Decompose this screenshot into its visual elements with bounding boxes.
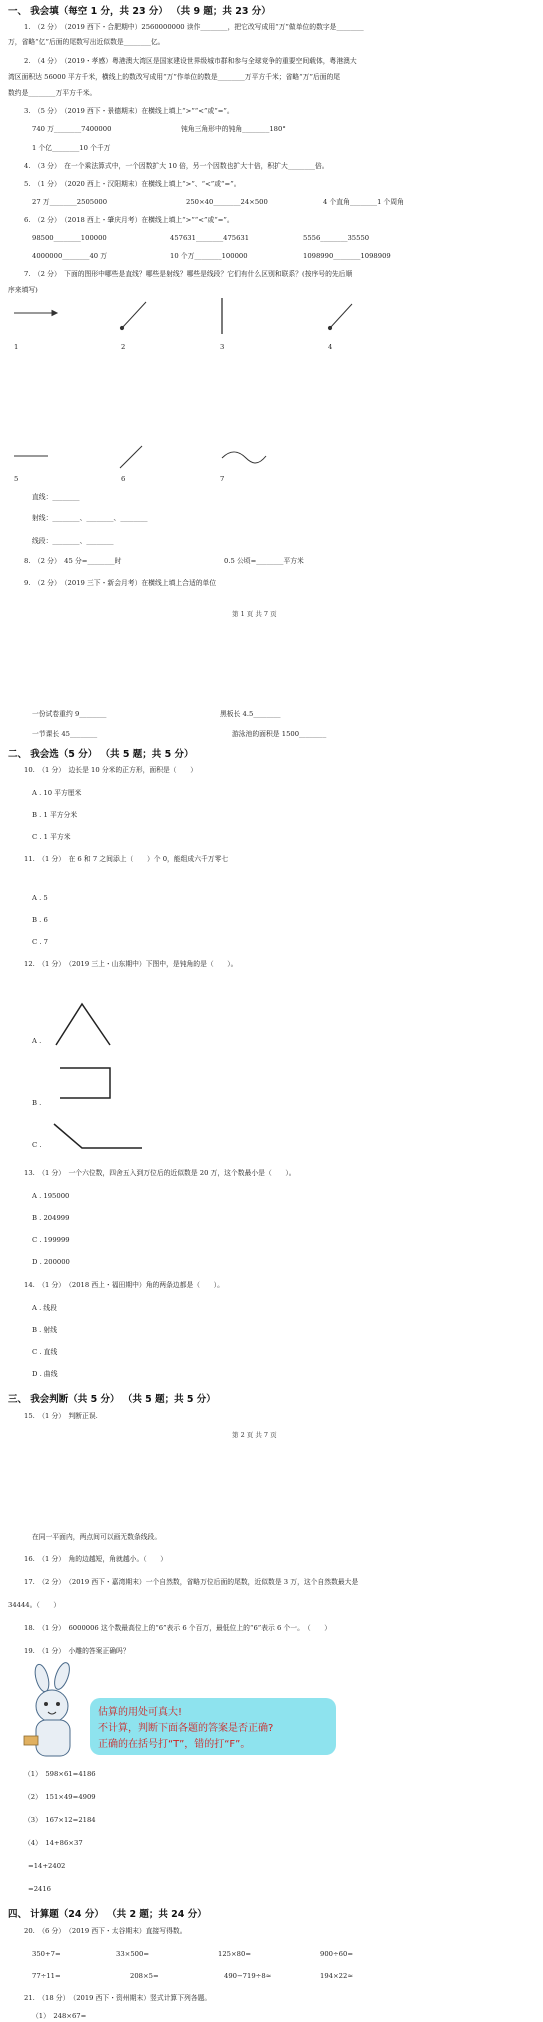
section-1-heading: 一、 我会填（每空 1 分，共 23 分） （共 9 题；共 23 分） [8,6,271,17]
q20-item-6: 208×5= [130,1972,159,1980]
q6-stem: 6. （2 分） （2018 西上・肇庆月考）在横线上填上“>”“<”或“=”。 [24,216,234,224]
q11-stem: 11. （1 分） 在 6 和 7 之间添上（ ）个 0，能组成六千万零七 [24,855,229,863]
figure-label-2: 2 [121,343,126,351]
q9-item-1: 一份试卷重约 9________ [32,710,107,718]
q14-option-c: C . 直线 [32,1348,58,1356]
figure-label-1: 1 [14,343,19,351]
q13-option-c: C . 199999 [32,1236,70,1244]
q19-item-3: （3） 167×12=2184 [24,1816,96,1824]
q19-stem: 19. （1 分） 小雕的答案正确吗？ [24,1647,130,1655]
q7-line-1: 7. （2 分） 下面的图形中哪些是直线？哪些是射线？哪些是线段？它们有什么区别和联系？(按序号的先后顺 [24,270,353,278]
page-footer-1: 第 1 页 共 7 页 [232,610,277,618]
q1-line-2: 万，省略“亿”后面的尾数写出近似数是________亿。 [8,38,165,46]
q11-option-b: B . 6 [32,916,48,924]
section-3-heading: 三、 我会判断（共 5 分） （共 5 题；共 5 分） [8,1394,216,1405]
q20-item-7: 490−719÷8≈ [224,1972,272,1980]
q6-item-4: 4000000________40 万 [32,252,108,260]
q5-stem: 5. （1 分） （2020 西上・汉阳期末）在横线上填上“>”、“<”或“=”。 [24,180,241,188]
q19-step-2: =2416 [28,1885,51,1893]
q20-item-8: 194×22≈ [320,1972,354,1980]
q6-item-6: 1098990________1098909 [303,252,391,260]
q5-item-1: 27 万________2505000 [32,198,108,206]
q7-answer-line: 直线：________ [32,493,80,501]
q3-item-3: 1 个亿________10 个千万 [32,144,111,152]
q13-option-b: B . 204999 [32,1214,70,1222]
q13-option-a: A . 195000 [32,1192,70,1200]
q15-statement: 在同一平面内，两点间可以画无数条线段。 [32,1533,162,1541]
q7-answer-segment: 线段：________、________ [32,537,114,545]
q13-option-d: D . 200000 [32,1258,70,1266]
q3-stem: 3. （5 分） （2019 西下・景德期末）在横线上填上“>”“<”或“=”。 [24,107,234,115]
q17-line-1: 17. （2 分） （2019 西下・嘉湾期末）一个自然数，省略万位后面的尾数，近似数是 3 万，这个自然数最大是 [24,1578,359,1586]
q2-line-2: 湾区面积达 56000 平方千米，横线上的数改写成用“万”作单位的数是________万平方千米；省略“万”后面的尾 [8,73,341,81]
q16-stem: 16. （1 分） 角的边越短，角就越小。（ ） [24,1555,168,1563]
q4-stem: 4. （3 分） 在一个乘法算式中，一个因数扩大 10 倍，另一个因数也扩大十倍，积扩大________倍。 [24,162,329,170]
q20-item-3: 125×80= [218,1950,252,1958]
bubble-line-2: 不计算，判断下面各题的答案是否正确? [98,1723,274,1734]
page-footer-2: 第 2 页 共 7 页 [232,1431,277,1439]
section-2-heading: 二、 我会选（5 分） （共 5 题；共 5 分） [8,749,194,760]
q6-item-3: 5556________35550 [303,234,370,242]
q19-item-2: （2） 151×49=4909 [24,1793,96,1801]
q11-option-a: A . 5 [32,894,48,902]
q5-item-3: 4 个直角________1 个周角 [323,198,404,206]
figure-label-6: 6 [121,475,126,483]
q3-item-1: 740 万________7400000 [32,125,112,133]
q12-option-b: B . [32,1099,42,1107]
q7-answer-ray: 射线：________、________、________ [32,514,148,522]
q2-line-1: 2. （4 分） （2019・孝感）粤港澳大湾区是国家建设世界级城市群和参与全球竞争的重要空间载体，粤港澳大 [24,57,357,65]
q14-stem: 14. （1 分） （2018 西上・福田期中）角的两条边都是（ ）。 [24,1281,224,1289]
q10-option-b: B . 1 平方分米 [32,811,78,819]
q14-option-a: A . 线段 [32,1304,57,1312]
q8-item-1: 8. （2 分） 45 分=________时 [24,557,122,565]
q21-stem: 21. （18 分） （2019 西下・资州期末）竖式计算下列各题。 [24,1994,212,2002]
q20-item-4: 900÷60= [320,1950,354,1958]
q20-item-1: 350+7= [32,1950,61,1958]
q19-item-4: （4） 14+86×37 [24,1839,83,1847]
q9-item-4: 游泳池的面积是 1500________ [232,730,327,738]
q21-item-1: （1） 248×67= [32,2012,87,2020]
q6-item-1: 98500________100000 [32,234,107,242]
q5-item-2: 250×40________24×500 [186,198,268,206]
q19-item-1: （1） 598×61=4186 [24,1770,96,1778]
q11-option-c: C . 7 [32,938,49,946]
q12-option-c: C . [32,1141,42,1149]
q19-step-1: =14+2402 [28,1862,66,1870]
q18-stem: 18. （1 分） 6000006 这个数最高位上的“6”表示 6 个百万，最低位上的“6”表示 6 个一。 （ ） [24,1624,332,1632]
section-4-heading: 四、 计算题（24 分） （共 2 题；共 24 分） [8,1909,207,1920]
q9-item-2: 黑板长 4.5________ [220,710,281,718]
q10-option-c: C . 1 平方米 [32,833,71,841]
figure-label-5: 5 [14,475,19,483]
q7-line-2: 序来填写) [8,286,38,294]
figure-label-4: 4 [328,343,333,351]
q9-stem: 9. （2 分） （2019 三下・新会月考）在横线上填上合适的单位 [24,579,217,587]
q14-option-d: D . 曲线 [32,1370,58,1378]
q12-option-a: A . [32,1037,42,1045]
q2-line-3: 数约是________万平方千米。 [8,89,97,97]
q10-stem: 10. （1 分） 边长是 10 分米的正方形，面积是（ ） [24,766,197,774]
q13-stem: 13. （1 分） 一个六位数，四舍五入到万位后的近似数是 20 万，这个数最小是（ ）。 [24,1169,296,1177]
figure-label-3: 3 [220,343,225,351]
q1-line-1: 1. （2 分） （2019 西下・合肥期中）2560000000 读作________，把它改写成用“万”做单位的数字是________ [24,23,364,31]
bubble-line-1: 估算的用处可真大! [98,1707,183,1718]
q17-line-2: 34444。（ ） [8,1601,61,1609]
q20-item-5: 77÷11= [32,1972,61,1980]
q8-item-2: 0.5 公顷=________平方米 [224,557,304,565]
q10-option-a: A . 10 平方厘米 [32,789,82,797]
q9-item-3: 一节课长 45________ [32,730,98,738]
q15-stem: 15. （1 分） 判断正误. [24,1412,98,1420]
figure-label-7: 7 [220,475,225,483]
q20-stem: 20. （6 分） （2019 西下・太谷期末）直接写得数。 [24,1927,187,1935]
q12-stem: 12. （1 分） （2019 三上・山东期中）下图中，是钝角的是（ ）。 [24,960,238,968]
q14-option-b: B . 射线 [32,1326,58,1334]
q6-item-5: 10 个万________100000 [170,252,248,260]
q3-item-2: 钝角三角形中的钝角________180° [181,125,286,133]
q20-item-2: 33×500= [116,1950,150,1958]
bubble-line-3: 正确的在括号打“T”，错的打“F”。 [98,1739,251,1750]
speech-bubble [90,1698,336,1755]
q6-item-2: 457631________475631 [170,234,250,242]
